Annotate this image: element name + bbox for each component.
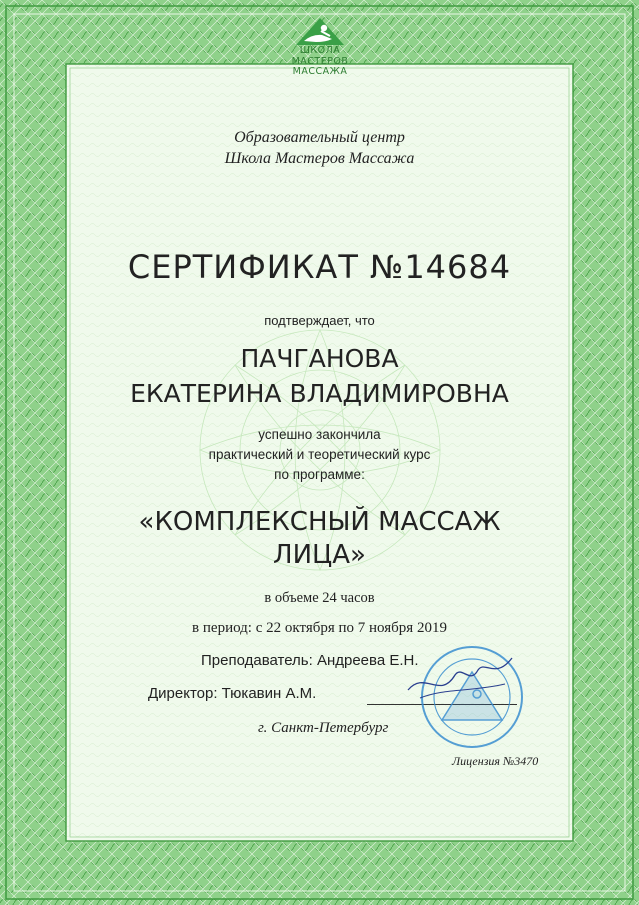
teacher-line: Преподаватель: Андреева Е.Н. [201, 652, 419, 669]
period-text: в период: с 22 октября по 7 ноября 2019 [192, 620, 447, 636]
organization-line-2: Школа Мастеров Массажа [224, 150, 415, 167]
logo-line-2: МАСТЕРОВ [291, 55, 349, 67]
logo-line-1: ШКОЛА [299, 45, 341, 56]
recipient-given-names: ЕКАТЕРИНА ВЛАДИМИРОВНА [130, 379, 509, 408]
masseur-logo-icon [292, 16, 348, 46]
school-logo [278, 16, 362, 78]
recipient-surname: ПАЧГАНОВА [240, 344, 399, 373]
confirms-text: подтверждает, что [264, 313, 375, 328]
organization-line-1: Образовательный центр [234, 129, 405, 146]
program-title-line-2: ЛИЦА» [273, 540, 366, 570]
completion-line-1: успешно закончила [258, 427, 381, 442]
completion-line-3: по программе: [274, 467, 365, 482]
hours-text: в объеме 24 часов [264, 590, 375, 606]
program-title-line-1: «КОМПЛЕКСНЫЙ МАССАЖ [138, 507, 501, 537]
certificate-title: СЕРТИФИКАТ №14684 [127, 248, 512, 286]
completion-line-2: практический и теоретический курс [208, 447, 431, 462]
director-signature [400, 640, 520, 720]
city-text: г. Санкт-Петербург [258, 720, 389, 736]
director-line: Директор: Тюкавин А.М. [148, 685, 317, 702]
license-number: Лицензия №3470 [452, 754, 539, 768]
logo-line-3: МАССАЖА [292, 66, 348, 77]
